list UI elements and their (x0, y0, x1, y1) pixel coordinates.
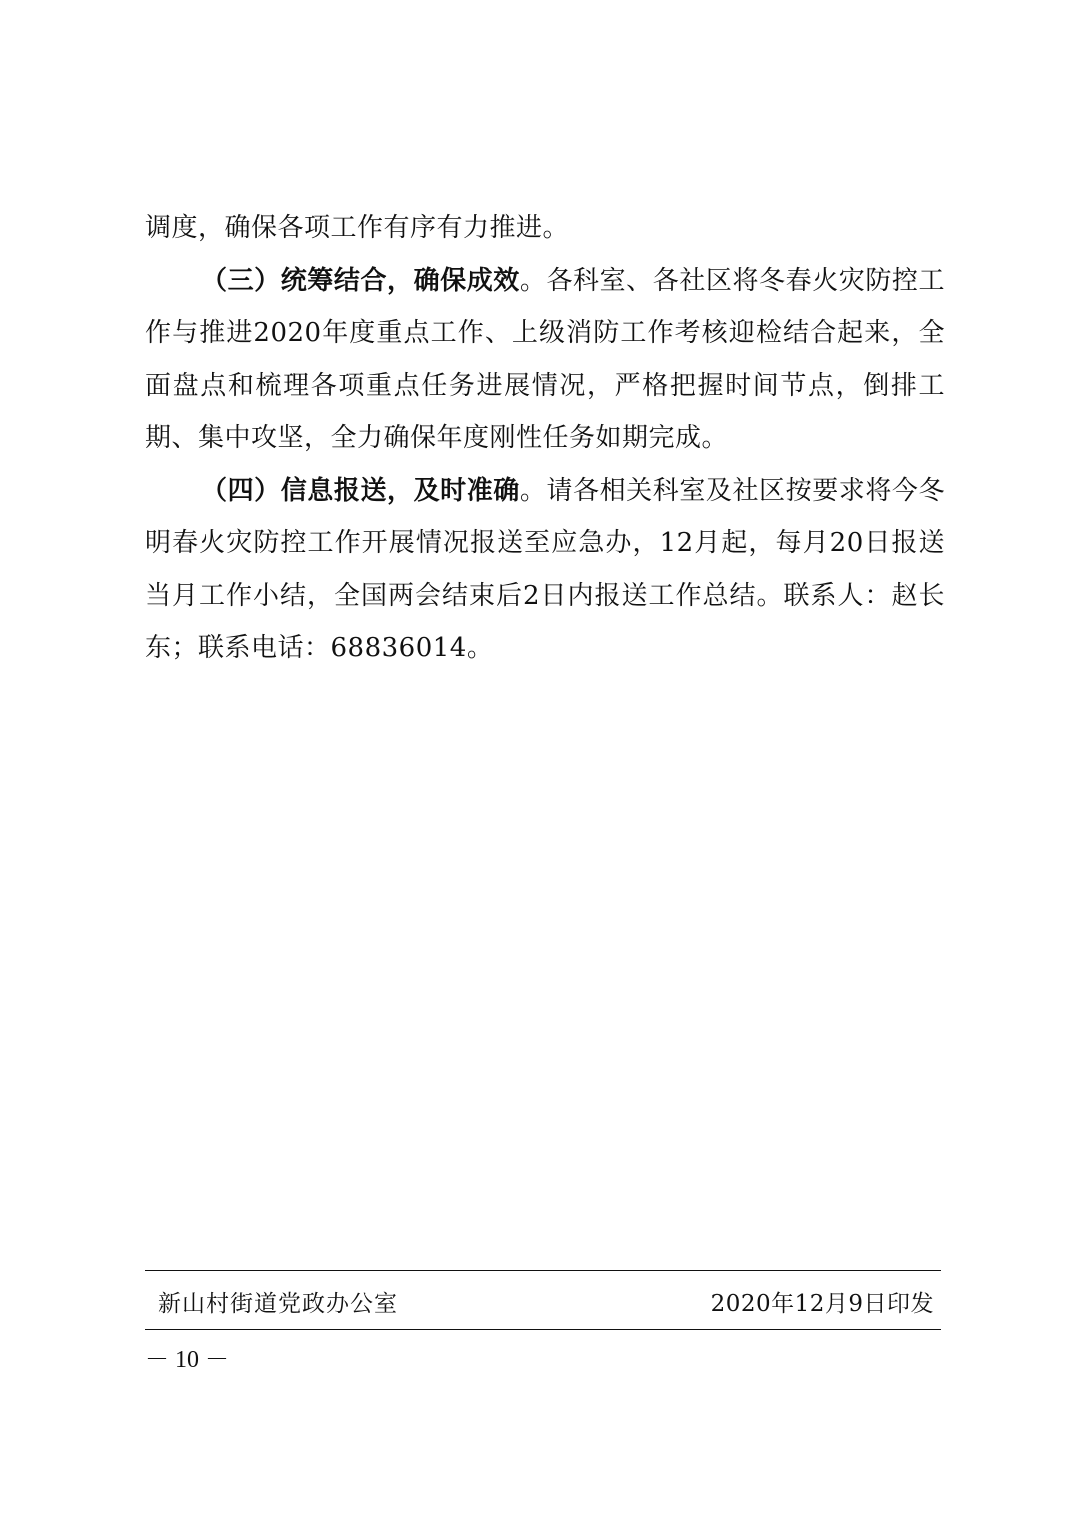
paragraph-text: 。请各相关科室及社区按要求将今冬明春火灾防控工作开展情况报送至应急办，12月起，每月20日报送当月工作小结，全国两会结束后2日内报送工作总结。联系人：赵长东；联系电话：68836014。 (145, 475, 945, 663)
footer-bottom-rule (145, 1329, 941, 1330)
section-heading-4: （四）信息报送，及时准确 (201, 475, 520, 506)
paragraph-section-3 (145, 255, 945, 465)
issuer-name: 新山村街道党政办公室 (158, 1291, 398, 1317)
paragraph-text: 调度，确保各项工作有序有力推进。 (145, 213, 570, 243)
document-body (145, 202, 945, 675)
paragraph-section-4 (145, 465, 945, 675)
issue-date: 2020年12月9日印发 (710, 1291, 934, 1317)
page-number: － 10 － (145, 1347, 229, 1373)
section-heading-3: （三）统筹结合，确保成效 (201, 265, 520, 296)
footer-top-rule (145, 1270, 941, 1271)
paragraph-continuation (145, 202, 945, 255)
paragraph-text: 。各科室、各社区将冬春火灾防控工作与推进2020年度重点工作、上级消防工作考核迎检结合起来，全面盘点和梳理各项重点任务进展情况，严格把握时间节点，倒排工期、集中攻坚，全力确保年度刚性任务如期完成。 (145, 265, 945, 453)
issuing-info (158, 1284, 934, 1324)
